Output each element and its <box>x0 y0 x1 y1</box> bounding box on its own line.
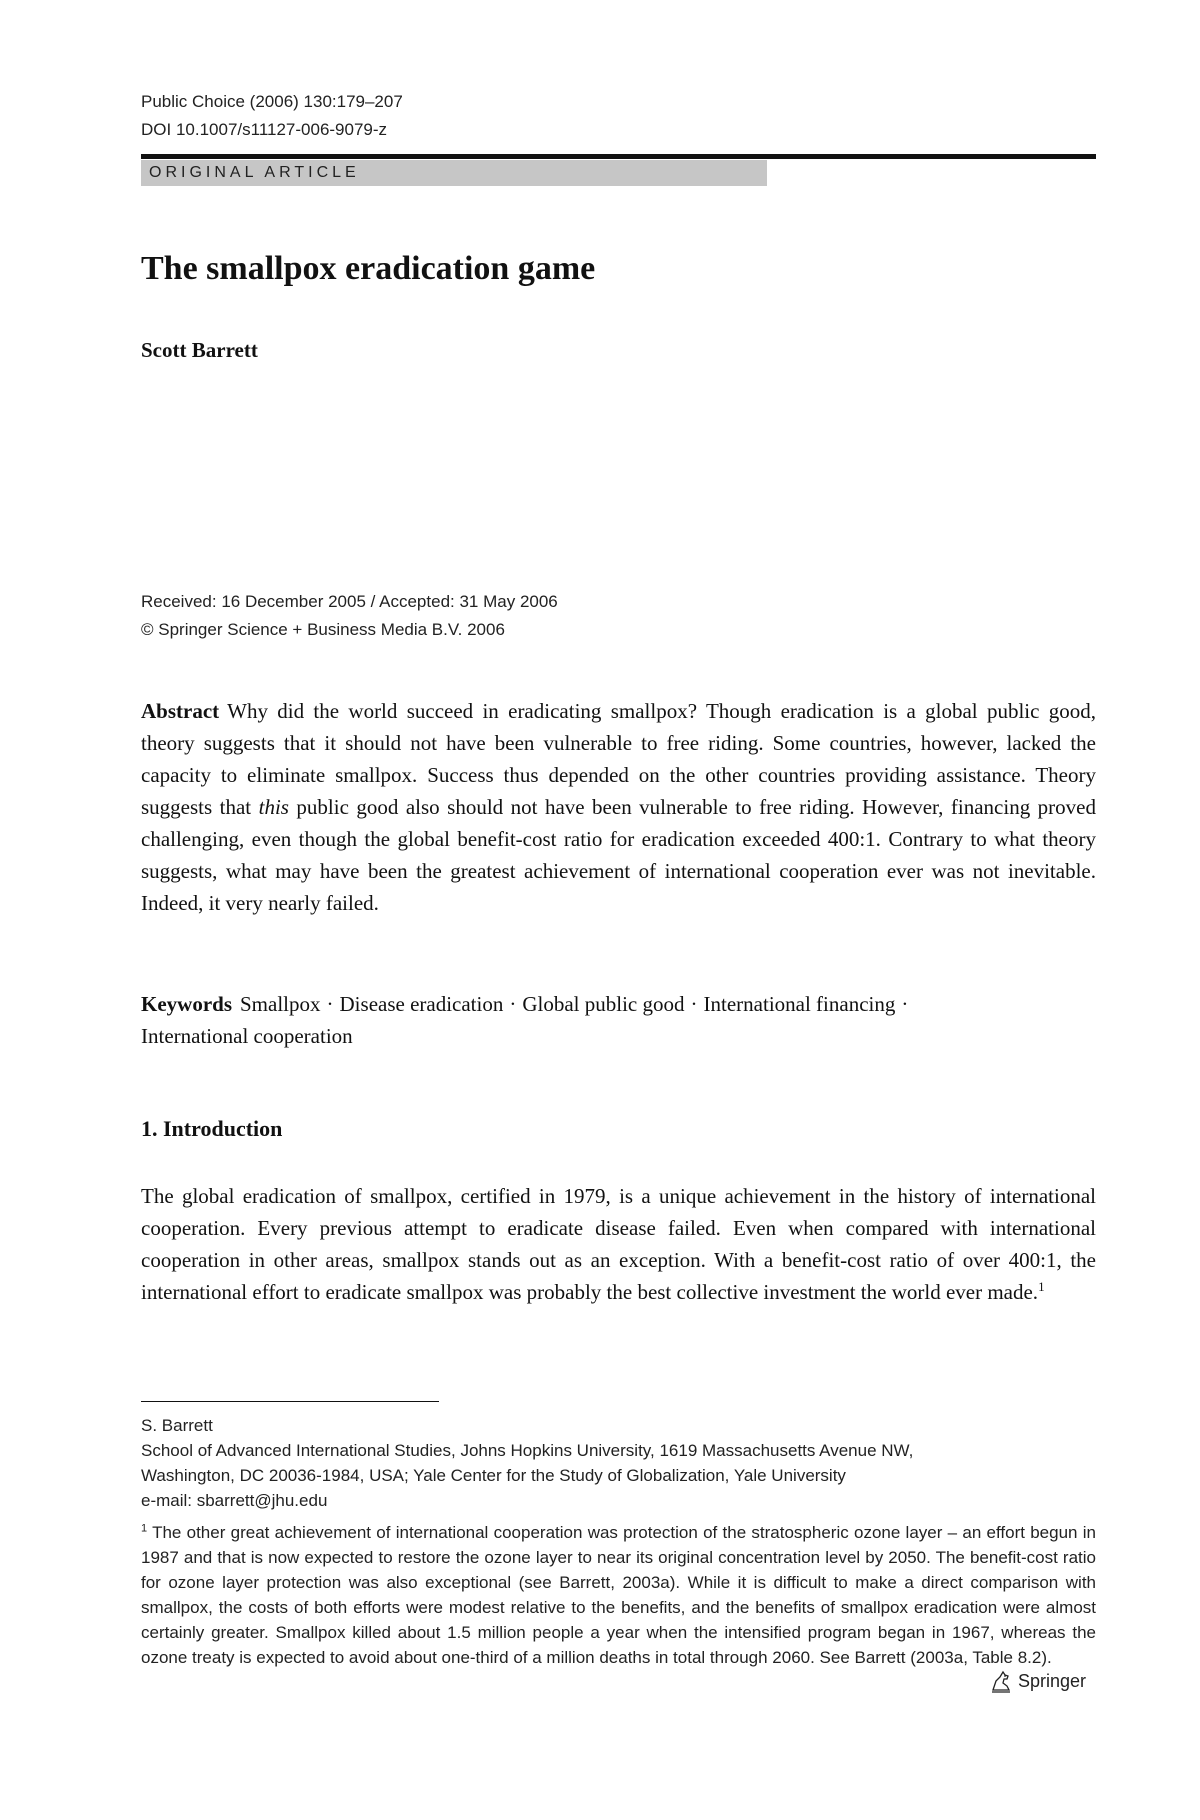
affiliation-line: Washington, DC 20036-1984, USA; Yale Center for the Study of Globalization, Yale University <box>141 1466 846 1485</box>
abstract-italic: this <box>258 795 289 819</box>
article-type-label: ORIGINAL ARTICLE <box>149 164 360 181</box>
publication-dates <box>141 588 558 644</box>
journal-info <box>141 88 403 144</box>
article-title: The smallpox eradication game <box>141 250 596 287</box>
copyright: © Springer Science + Business Media B.V. 2006 <box>141 620 505 639</box>
journal-citation: Public Choice (2006) 130:179–207 <box>141 92 403 111</box>
author-name: Scott Barrett <box>141 338 258 362</box>
author-email[interactable]: e-mail: sbarrett@jhu.edu <box>141 1491 328 1510</box>
introduction-paragraph <box>141 1180 1096 1308</box>
publisher-logo <box>988 1668 1086 1694</box>
keyword: Global public good <box>522 992 685 1016</box>
springer-horse-icon <box>988 1668 1014 1694</box>
abstract-text-2: public good also should not have been vulnerable to free riding. However, financing proved challenging, even though the global benefit-cost ratio for eradication exceeded 400:1. Contrary to what theory suggests, what may have been the greatest achievement of international cooperation ever was not inevitable. Indeed, it very nearly failed. <box>141 795 1096 915</box>
keyword: International cooperation <box>141 1024 353 1048</box>
article-type-bar <box>141 160 767 186</box>
keyword: Disease eradication <box>339 992 504 1016</box>
keywords: Keywords Smallpox · Disease eradication · Global public good · International financing · International cooperation <box>141 992 909 1048</box>
affiliation-line: School of Advanced International Studies, Johns Hopkins University, 1619 Massachusetts Avenue NW, <box>141 1441 914 1460</box>
abstract-text-1: Why did the world succeed in eradicating smallpox? Though eradication is a global public good, theory suggests that it should not have been vulnerable to free riding. Some countries, however, lacked the capacity to eliminate smallpox. Success thus depended on the other countries providing assistance. Theory suggests that <box>141 699 1096 819</box>
author-affiliation <box>141 1413 1096 1513</box>
keyword: Smallpox <box>240 992 321 1016</box>
publisher-name: Springer <box>1018 1670 1087 1691</box>
footnote-number: 1 <box>141 1522 148 1535</box>
footnote-rule <box>141 1401 439 1402</box>
footnote-text: The other great achievement of international cooperation was protection of the stratospheric ozone layer – an effort begun in 1987 and that is now expected to restore the ozone layer to near its original concentration level by 2050. The benefit-cost ratio for ozone layer protection was also exceptional (see Barrett, 2003a). While it is difficult to make a direct comparison with smallpox, the costs of both efforts were modest relative to the benefits, and the benefits of smallpox eradication were almost certainly greater. Smallpox killed about 1.5 million people a year when the intensified program began in 1967, whereas the ozone treaty is expected to avoid about one-third of a million deaths in total through 2060. See Barrett (2003a, Table 8.2). <box>141 1523 1096 1667</box>
abstract <box>141 695 1096 919</box>
footnote-ref[interactable]: 1 <box>1038 1279 1045 1294</box>
keywords-heading: Keywords <box>141 992 232 1016</box>
section-heading-introduction: 1. Introduction <box>141 1116 283 1141</box>
abstract-heading: Abstract <box>141 699 220 723</box>
affiliation-name: S. Barrett <box>141 1416 213 1435</box>
received-accepted: Received: 16 December 2005 / Accepted: 31 May 2006 <box>141 592 558 611</box>
keyword: International financing <box>703 992 896 1016</box>
introduction-text: The global eradication of smallpox, certified in 1979, is a unique achievement in the history of international cooperation. Every previous attempt to eradicate disease failed. Even when compared with international cooperation in other areas, smallpox stands out as an exception. With a benefit-cost ratio of over 400:1, the international effort to eradicate smallpox was probably the best collective investment the world ever made. <box>141 1184 1096 1304</box>
footnote <box>141 1520 1096 1670</box>
header-rule <box>141 154 1096 159</box>
doi: DOI 10.1007/s11127-006-9079-z <box>141 120 388 139</box>
